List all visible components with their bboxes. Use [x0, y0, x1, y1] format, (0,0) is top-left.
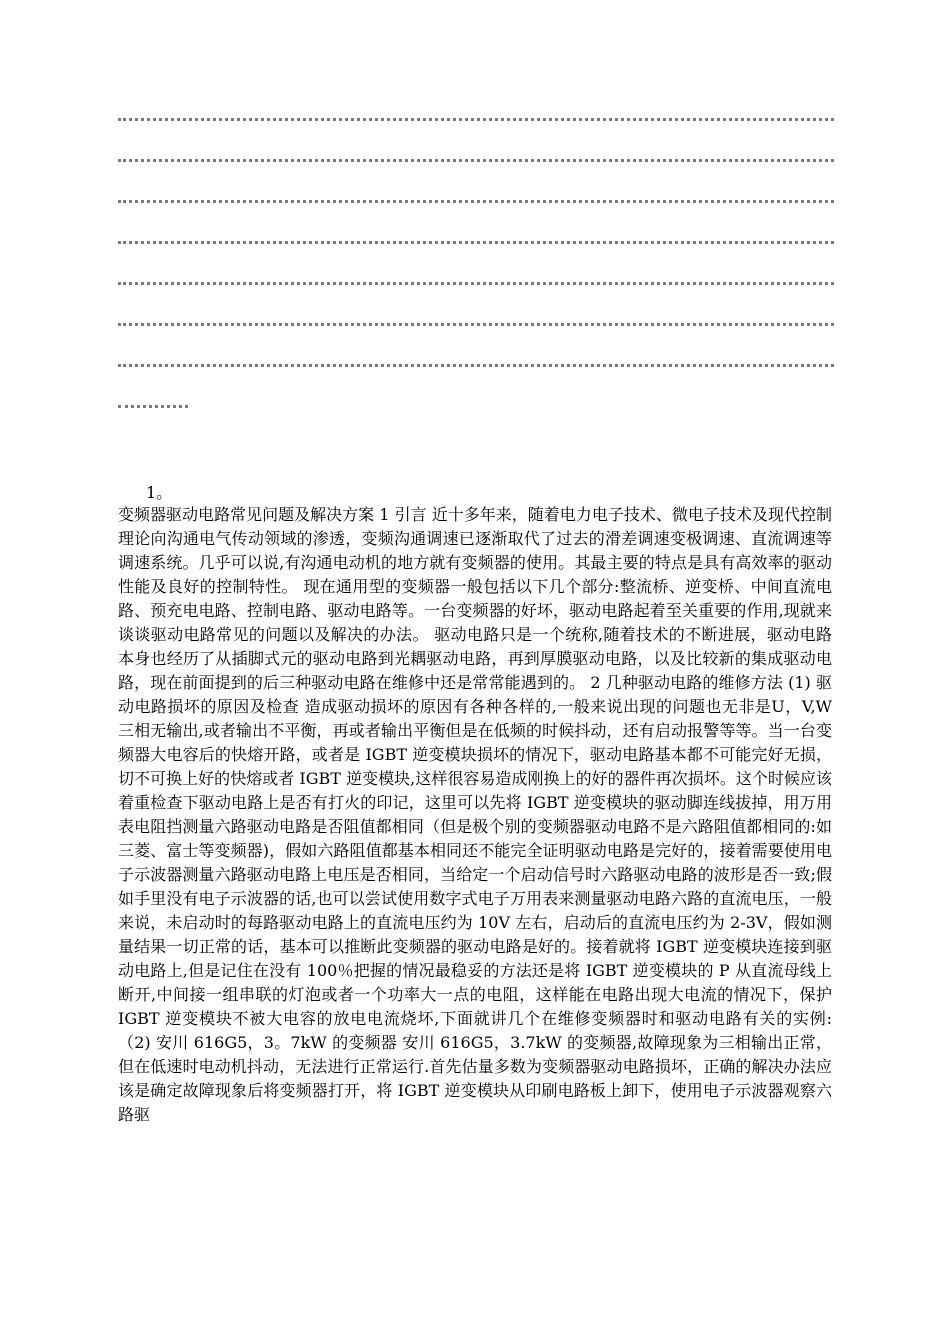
item-number: 1。: [146, 483, 173, 502]
illegible-text-line: [118, 118, 834, 124]
illegible-text-line: [118, 405, 188, 411]
body-paragraph: 变频器驱动电路常见问题及解决方案 1 引言 近十多年来，随着电力电子技术、微电子技术及现代控制理论向沟通电气传动领域的渗透，变频沟通调速已逐渐取代了过去的滑差调速变极调速、直流调速等调速系统。几乎可以说,有沟通电动机的地方就有变频器的使用。其最主要的特点是具有高效率的驱动性能及良好的控制特性。 现在通用型的变频器一般包括以下几个部分:整流桥、逆变桥、中间直流电路、预充电电路、控制电路、驱动电路等。一台变频器的好坏，驱动电路起着至关重要的作用,现就来谈谈驱动电路常见的问题以及解决的办法。 驱动电路只是一个统称,随着技术的不断进展，驱动电路本身也经历了从插脚式元的驱动电路到光耦驱动电路，再到厚膜驱动电路，以及比较新的集成驱动电路，现在前面提到的后三种驱动电路在维修中还是常常能遇到的。 2 几种驱动电路的维修方法 (1) 驱动电路损坏的原因及检查 造成驱动损坏的原因有各种各样的,一般来说出现的问题也无非是U，V,W 三相无输出,或者输出不平衡，再或者输出平衡但是在低频的时候抖动，还有启动报警等等。当一台变频器大电容后的快熔开路，或者是 IGBT 逆变模块损坏的情况下，驱动电路基本都不可能完好无损，切不可换上好的快熔或者 IGBT 逆变模块,这样很容易造成刚换上的好的器件再次损坏。这个时候应该着重检查下驱动电路上是否有打火的印记，这里可以先将 IGBT 逆变模块的驱动脚连线拔掉，用万用表电阻挡测量六路驱动电路是否阻值都相同（但是极个别的变频器驱动电路不是六路阻值都相同的:如三菱、富士等变频器)，假如六路阻值都基本相同还不能完全证明驱动电路是完好的，接着需要使用电子示波器测量六路驱动电路上电压是否相同，当给定一个启动信号时六路驱动电路的波形是否一致;假如手里没有电子示波器的话,也可以尝试使用数字式电子万用表来测量驱动电路六路的直流电压，一般来说，未启动时的每路驱动电路上的直流电压约为 10V 左右，启动后的直流电压约为 2-3V，假如测量结果一切正常的话，基本可以推断此变频器的驱动电路是好的。接着就将 IGBT 逆变模块连接到驱动电路上,但是记住在没有 100％把握的情况最稳妥的方法还是将 IGBT 逆变模块的 P 从直流母线上断开,中间接一组串联的灯泡或者一个功率大一点的电阻，这样能在电路出现大电流的情况下，保护 IGBT 逆变模块不被大电容的放电电流烧坏,下面就讲几个在维修变频器时和驱动电路有关的实例: （2) 安川 616G5，3。7kW 的变频器 安川 616G5，3.7kW 的变频器,故障现象为三相输出正常，但在低速时电动机抖动，无法进行正常运行.首先估量多数为变频器驱动电路损坏，正确的解决办法应该是确定故障现象后将变频器打开，将 IGBT 逆变模块从印刷电路板上卸下，使用电子示波器观察六路驱: [118, 505, 832, 1124]
illegible-text-line: [118, 282, 834, 288]
illegible-text-line: [118, 323, 834, 329]
illegible-preview-block: [118, 118, 834, 446]
illegible-text-line: [118, 364, 834, 370]
illegible-text-line: [118, 241, 834, 247]
illegible-text-line: [118, 200, 834, 206]
illegible-text-line: [118, 159, 834, 165]
